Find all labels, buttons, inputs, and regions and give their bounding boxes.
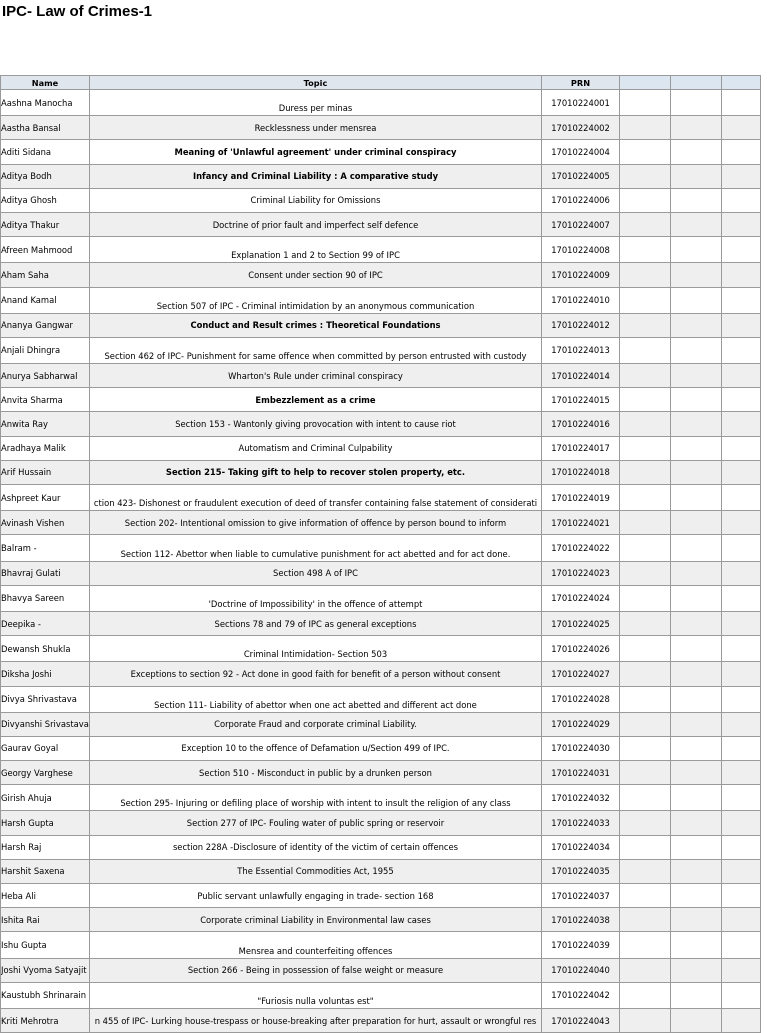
table-row <box>1 686 761 712</box>
cell-name[interactable]: Girish Ahuja <box>1 785 90 811</box>
cell-empty[interactable] <box>620 1008 671 1032</box>
cell-empty[interactable] <box>722 932 761 958</box>
cell-empty[interactable] <box>620 164 671 188</box>
cell-name[interactable]: Anjali Dhingra <box>1 337 90 363</box>
cell-empty[interactable] <box>671 761 722 785</box>
cell-topic[interactable]: Criminal Intimidation- Section 503 <box>90 636 542 662</box>
cell-topic[interactable]: Public servant unlawfully engaging in trade- section 168 <box>90 884 542 908</box>
cell-name[interactable]: Aashna Manocha <box>1 90 90 116</box>
table-row <box>1 884 761 908</box>
cell-topic[interactable]: Section 510 - Misconduct in public by a drunken person <box>90 761 542 785</box>
cell-prn[interactable]: 17010224040 <box>542 958 620 982</box>
column-header-empty[interactable] <box>620 76 671 90</box>
cell-prn[interactable]: 17010224016 <box>542 412 620 436</box>
cell-name[interactable]: Anand Kamal <box>1 287 90 313</box>
cell-name[interactable]: Bhavya Sareen <box>1 585 90 611</box>
cell-empty[interactable] <box>722 364 761 388</box>
cell-empty[interactable] <box>620 263 671 287</box>
cell-topic[interactable]: Doctrine of prior fault and imperfect self defence <box>90 212 542 236</box>
cell-empty[interactable] <box>671 1008 722 1032</box>
cell-empty[interactable] <box>722 884 761 908</box>
cell-name[interactable]: Deepika - <box>1 611 90 635</box>
cell-prn[interactable]: 17010224025 <box>542 611 620 635</box>
cell-name[interactable]: Anvita Sharma <box>1 388 90 412</box>
cell-prn[interactable]: 17010224012 <box>542 313 620 337</box>
cell-empty[interactable] <box>722 958 761 982</box>
cell-empty[interactable] <box>722 460 761 484</box>
table-row <box>1 116 761 140</box>
cell-name[interactable]: Avinash Vishen <box>1 511 90 535</box>
cell-empty[interactable] <box>671 785 722 811</box>
cell-topic[interactable]: Automatism and Criminal Culpability <box>90 436 542 460</box>
table-row <box>1 364 761 388</box>
cell-empty[interactable] <box>722 1008 761 1032</box>
cell-empty[interactable] <box>620 859 671 883</box>
cell-name[interactable]: Aditya Bodh <box>1 164 90 188</box>
cell-empty[interactable] <box>671 460 722 484</box>
cell-empty[interactable] <box>722 636 761 662</box>
cell-empty[interactable] <box>620 485 671 511</box>
cell-name[interactable]: Aditya Thakur <box>1 212 90 236</box>
cell-name[interactable]: Harsh Gupta <box>1 811 90 835</box>
cell-empty[interactable] <box>620 561 671 585</box>
cell-prn[interactable]: 17010224043 <box>542 1008 620 1032</box>
cell-empty[interactable] <box>722 140 761 164</box>
table-row <box>1 1008 761 1032</box>
cell-empty[interactable] <box>620 364 671 388</box>
cell-prn[interactable]: 17010224005 <box>542 164 620 188</box>
table-row <box>1 212 761 236</box>
cell-empty[interactable] <box>722 388 761 412</box>
cell-name[interactable]: Aditya Ghosh <box>1 188 90 212</box>
cell-topic[interactable]: Sections 78 and 79 of IPC as general exceptions <box>90 611 542 635</box>
cell-empty[interactable] <box>620 811 671 835</box>
cell-empty[interactable] <box>671 212 722 236</box>
cell-empty[interactable] <box>671 140 722 164</box>
cell-empty[interactable] <box>671 263 722 287</box>
table-row <box>1 337 761 363</box>
cell-name[interactable]: Ishita Rai <box>1 908 90 932</box>
cell-empty[interactable] <box>671 116 722 140</box>
cell-name[interactable]: Bhavraj Gulati <box>1 561 90 585</box>
cell-empty[interactable] <box>620 460 671 484</box>
cell-empty[interactable] <box>722 485 761 511</box>
cell-empty[interactable] <box>722 561 761 585</box>
cell-empty[interactable] <box>722 436 761 460</box>
cell-empty[interactable] <box>722 662 761 686</box>
cell-prn[interactable]: 17010224014 <box>542 364 620 388</box>
cell-prn[interactable]: 17010224004 <box>542 140 620 164</box>
cell-topic[interactable]: Exception 10 to the offence of Defamation u/Section 499 of IPC. <box>90 736 542 760</box>
cell-empty[interactable] <box>620 611 671 635</box>
cell-empty[interactable] <box>722 287 761 313</box>
cell-empty[interactable] <box>722 535 761 561</box>
cell-name[interactable]: Ashpreet Kaur <box>1 485 90 511</box>
cell-topic[interactable]: Criminal Liability for Omissions <box>90 188 542 212</box>
cell-empty[interactable] <box>671 535 722 561</box>
cell-topic[interactable]: Corporate Fraud and corporate criminal Liability. <box>90 712 542 736</box>
table-row <box>1 561 761 585</box>
table-row <box>1 982 761 1008</box>
cell-empty[interactable] <box>620 636 671 662</box>
cell-empty[interactable] <box>620 337 671 363</box>
cell-prn[interactable]: 17010224019 <box>542 485 620 511</box>
cell-prn[interactable]: 17010224035 <box>542 859 620 883</box>
table-row <box>1 164 761 188</box>
cell-empty[interactable] <box>722 188 761 212</box>
cell-empty[interactable] <box>620 835 671 859</box>
cell-empty[interactable] <box>671 811 722 835</box>
cell-empty[interactable] <box>620 932 671 958</box>
cell-empty[interactable] <box>722 237 761 263</box>
cell-name[interactable]: Aradhaya Malik <box>1 436 90 460</box>
cell-topic[interactable]: Meaning of 'Unlawful agreement' under criminal conspiracy <box>90 140 542 164</box>
cell-empty[interactable] <box>671 686 722 712</box>
cell-empty[interactable] <box>722 712 761 736</box>
column-header-prn[interactable]: PRN <box>542 76 620 90</box>
cell-topic[interactable]: Section 112- Abettor when liable to cumulative punishment for act abetted and for act done. <box>90 535 542 561</box>
cell-name[interactable]: Balram - <box>1 535 90 561</box>
cell-topic[interactable]: Consent under section 90 of IPC <box>90 263 542 287</box>
table-row <box>1 811 761 835</box>
cell-empty[interactable] <box>671 908 722 932</box>
cell-empty[interactable] <box>722 908 761 932</box>
cell-empty[interactable] <box>620 662 671 686</box>
table-row <box>1 287 761 313</box>
table-row <box>1 388 761 412</box>
table-row <box>1 736 761 760</box>
cell-empty[interactable] <box>671 859 722 883</box>
cell-prn[interactable]: 17010224010 <box>542 287 620 313</box>
cell-empty[interactable] <box>671 982 722 1008</box>
cell-topic[interactable]: Section 215- Taking gift to help to recover stolen property, etc. <box>90 460 542 484</box>
cell-name[interactable]: Kaustubh Shrinarain <box>1 982 90 1008</box>
cell-name[interactable]: Aditi Sidana <box>1 140 90 164</box>
cell-empty[interactable] <box>722 212 761 236</box>
cell-name[interactable]: Joshi Vyoma Satyajit <box>1 958 90 982</box>
cell-empty[interactable] <box>620 761 671 785</box>
cell-empty[interactable] <box>722 859 761 883</box>
cell-empty[interactable] <box>620 982 671 1008</box>
cell-prn[interactable]: 17010224021 <box>542 511 620 535</box>
cell-topic[interactable]: Wharton's Rule under criminal conspiracy <box>90 364 542 388</box>
cell-empty[interactable] <box>722 337 761 363</box>
cell-prn[interactable]: 17010224033 <box>542 811 620 835</box>
cell-topic[interactable]: Infancy and Criminal Liability : A comparative study <box>90 164 542 188</box>
cell-empty[interactable] <box>671 884 722 908</box>
cell-empty[interactable] <box>671 164 722 188</box>
cell-name[interactable]: Diksha Joshi <box>1 662 90 686</box>
table-row <box>1 412 761 436</box>
cell-empty[interactable] <box>620 90 671 116</box>
cell-prn[interactable]: 17010224022 <box>542 535 620 561</box>
cell-prn[interactable]: 17010224015 <box>542 388 620 412</box>
cell-topic[interactable]: Section 153 - Wantonly giving provocation with intent to cause riot <box>90 412 542 436</box>
cell-empty[interactable] <box>671 337 722 363</box>
cell-topic[interactable]: Section 507 of IPC - Criminal intimidation by an anonymous communication <box>90 287 542 313</box>
table-row <box>1 859 761 883</box>
cell-empty[interactable] <box>722 686 761 712</box>
table-row <box>1 460 761 484</box>
table-row <box>1 835 761 859</box>
table-row <box>1 90 761 116</box>
header-row <box>1 76 761 90</box>
cell-empty[interactable] <box>671 313 722 337</box>
column-header-name[interactable]: Name <box>1 76 90 90</box>
cell-prn[interactable]: 17010224006 <box>542 188 620 212</box>
cell-prn[interactable]: 17010224027 <box>542 662 620 686</box>
column-header-empty[interactable] <box>671 76 722 90</box>
cell-empty[interactable] <box>722 736 761 760</box>
cell-empty[interactable] <box>671 636 722 662</box>
cell-empty[interactable] <box>722 164 761 188</box>
table-row <box>1 611 761 635</box>
table-row <box>1 585 761 611</box>
cell-empty[interactable] <box>671 835 722 859</box>
cell-prn[interactable]: 17010224028 <box>542 686 620 712</box>
cell-prn[interactable]: 17010224031 <box>542 761 620 785</box>
cell-empty[interactable] <box>620 785 671 811</box>
table-row <box>1 958 761 982</box>
cell-empty[interactable] <box>671 188 722 212</box>
cell-empty[interactable] <box>722 116 761 140</box>
cell-name[interactable]: Aham Saha <box>1 263 90 287</box>
cell-name[interactable]: Ishu Gupta <box>1 932 90 958</box>
cell-topic[interactable]: Section 277 of IPC- Fouling water of public spring or reservoir <box>90 811 542 835</box>
table-row <box>1 140 761 164</box>
sheet-title: IPC- Law of Crimes-1 <box>2 3 153 20</box>
cell-prn[interactable]: 17010224030 <box>542 736 620 760</box>
table-row <box>1 712 761 736</box>
cell-name[interactable]: Gaurav Goyal <box>1 736 90 760</box>
cell-empty[interactable] <box>722 313 761 337</box>
cell-empty[interactable] <box>722 263 761 287</box>
cell-topic[interactable]: Section 202- Intentional omission to give information of offence by person bound to inform <box>90 511 542 535</box>
table-row <box>1 785 761 811</box>
cell-empty[interactable] <box>671 561 722 585</box>
cell-prn[interactable]: 17010224039 <box>542 932 620 958</box>
cell-empty[interactable] <box>671 364 722 388</box>
cell-name[interactable]: Anurya Sabharwal <box>1 364 90 388</box>
table-row <box>1 761 761 785</box>
cell-topic[interactable]: Embezzlement as a crime <box>90 388 542 412</box>
cell-empty[interactable] <box>671 511 722 535</box>
cell-prn[interactable]: 17010224034 <box>542 835 620 859</box>
cell-name[interactable]: Georgy Varghese <box>1 761 90 785</box>
table-row <box>1 535 761 561</box>
cell-name[interactable]: Harshit Saxena <box>1 859 90 883</box>
table-row <box>1 636 761 662</box>
cell-empty[interactable] <box>722 835 761 859</box>
cell-prn[interactable]: 17010224007 <box>542 212 620 236</box>
cell-empty[interactable] <box>620 535 671 561</box>
table-row <box>1 908 761 932</box>
cell-topic[interactable]: The Essential Commodities Act, 1955 <box>90 859 542 883</box>
cell-prn[interactable]: 17010224042 <box>542 982 620 1008</box>
cell-name[interactable]: Heba Ali <box>1 884 90 908</box>
cell-name[interactable]: Divya Shrivastava <box>1 686 90 712</box>
cell-name[interactable]: Kriti Mehrotra <box>1 1008 90 1032</box>
cell-prn[interactable]: 17010224002 <box>542 116 620 140</box>
cell-topic[interactable]: Recklessness under mensrea <box>90 116 542 140</box>
crimes-table <box>0 75 761 1033</box>
cell-topic[interactable]: Section 266 - Being in possession of false weight or measure <box>90 958 542 982</box>
cell-name[interactable]: Ananya Gangwar <box>1 313 90 337</box>
cell-name[interactable]: Harsh Raj <box>1 835 90 859</box>
cell-topic[interactable]: Section 498 A of IPC <box>90 561 542 585</box>
cell-name[interactable]: Anwita Ray <box>1 412 90 436</box>
cell-empty[interactable] <box>620 585 671 611</box>
cell-topic[interactable]: Corporate criminal Liability in Environmental law cases <box>90 908 542 932</box>
cell-name[interactable]: Arif Hussain <box>1 460 90 484</box>
cell-topic[interactable]: Mensrea and counterfeiting offences <box>90 932 542 958</box>
cell-topic[interactable]: 'Doctrine of Impossibility' in the offence of attempt <box>90 585 542 611</box>
cell-topic[interactable]: Exceptions to section 92 - Act done in good faith for benefit of a person without consent <box>90 662 542 686</box>
cell-name[interactable]: Divyanshi Srivastava <box>1 712 90 736</box>
cell-name[interactable]: Afreen Mahmood <box>1 237 90 263</box>
cell-empty[interactable] <box>671 958 722 982</box>
table-row <box>1 188 761 212</box>
cell-empty[interactable] <box>671 388 722 412</box>
cell-empty[interactable] <box>620 736 671 760</box>
cell-topic[interactable]: "Furiosis nulla voluntas est" <box>90 982 542 1008</box>
cell-prn[interactable]: 17010224029 <box>542 712 620 736</box>
cell-empty[interactable] <box>620 958 671 982</box>
cell-empty[interactable] <box>722 982 761 1008</box>
cell-prn[interactable]: 17010224038 <box>542 908 620 932</box>
table-row <box>1 932 761 958</box>
cell-prn[interactable]: 17010224037 <box>542 884 620 908</box>
column-header-empty[interactable] <box>722 76 761 90</box>
cell-empty[interactable] <box>722 585 761 611</box>
cell-empty[interactable] <box>671 611 722 635</box>
cell-name[interactable]: Dewansh Shukla <box>1 636 90 662</box>
cell-prn[interactable]: 17010224032 <box>542 785 620 811</box>
cell-empty[interactable] <box>722 785 761 811</box>
table-row <box>1 237 761 263</box>
cell-prn[interactable]: 17010224026 <box>542 636 620 662</box>
cell-empty[interactable] <box>671 90 722 116</box>
table-row <box>1 485 761 511</box>
cell-empty[interactable] <box>620 212 671 236</box>
cell-topic[interactable]: Duress per minas <box>90 90 542 116</box>
cell-empty[interactable] <box>620 908 671 932</box>
cell-empty[interactable] <box>620 511 671 535</box>
cell-empty[interactable] <box>620 686 671 712</box>
cell-empty[interactable] <box>620 436 671 460</box>
column-header-topic[interactable]: Topic <box>90 76 542 90</box>
cell-empty[interactable] <box>620 388 671 412</box>
cell-empty[interactable] <box>722 412 761 436</box>
cell-empty[interactable] <box>671 712 722 736</box>
cell-topic[interactable]: Section 295- Injuring or defiling place of worship with intent to insult the religion of any class <box>90 785 542 811</box>
cell-empty[interactable] <box>620 188 671 212</box>
cell-prn[interactable]: 17010224001 <box>542 90 620 116</box>
cell-empty[interactable] <box>671 932 722 958</box>
cell-empty[interactable] <box>671 237 722 263</box>
table-row <box>1 436 761 460</box>
cell-empty[interactable] <box>722 761 761 785</box>
cell-empty[interactable] <box>620 712 671 736</box>
cell-topic[interactable]: Section 462 of IPC- Punishment for same offence when committed by person entrusted with custody <box>90 337 542 363</box>
cell-empty[interactable] <box>671 287 722 313</box>
cell-empty[interactable] <box>620 412 671 436</box>
cell-prn[interactable]: 17010224023 <box>542 561 620 585</box>
cell-empty[interactable] <box>671 662 722 686</box>
cell-empty[interactable] <box>671 436 722 460</box>
table-row <box>1 313 761 337</box>
cell-topic[interactable]: section 228A -Disclosure of identity of the victim of certain offences <box>90 835 542 859</box>
cell-name[interactable]: Aastha Bansal <box>1 116 90 140</box>
cell-empty[interactable] <box>620 116 671 140</box>
table-row <box>1 263 761 287</box>
cell-empty[interactable] <box>722 511 761 535</box>
cell-prn[interactable]: 17010224009 <box>542 263 620 287</box>
cell-prn[interactable]: 17010224024 <box>542 585 620 611</box>
cell-empty[interactable] <box>620 884 671 908</box>
table-row <box>1 662 761 686</box>
cell-empty[interactable] <box>722 90 761 116</box>
cell-empty[interactable] <box>722 611 761 635</box>
cell-topic[interactable]: n 455 of IPC- Lurking house-trespass or house-breaking after preparation for hurt, assault or wrongful res <box>90 1008 542 1032</box>
cell-prn[interactable]: 17010224017 <box>542 436 620 460</box>
cell-topic[interactable]: Section 111- Liability of abettor when one act abetted and different act done <box>90 686 542 712</box>
cell-empty[interactable] <box>671 485 722 511</box>
cell-empty[interactable] <box>620 140 671 164</box>
cell-prn[interactable]: 17010224008 <box>542 237 620 263</box>
cell-prn[interactable]: 17010224018 <box>542 460 620 484</box>
cell-empty[interactable] <box>620 237 671 263</box>
cell-prn[interactable]: 17010224013 <box>542 337 620 363</box>
cell-empty[interactable] <box>671 412 722 436</box>
cell-topic[interactable]: Explanation 1 and 2 to Section 99 of IPC <box>90 237 542 263</box>
cell-empty[interactable] <box>671 585 722 611</box>
cell-topic[interactable]: ction 423- Dishonest or fraudulent execution of deed of transfer containing false statement of considerati <box>90 485 542 511</box>
cell-empty[interactable] <box>671 736 722 760</box>
cell-empty[interactable] <box>722 811 761 835</box>
cell-topic[interactable]: Conduct and Result crimes : Theoretical Foundations <box>90 313 542 337</box>
cell-empty[interactable] <box>620 287 671 313</box>
cell-empty[interactable] <box>620 313 671 337</box>
table-row <box>1 511 761 535</box>
